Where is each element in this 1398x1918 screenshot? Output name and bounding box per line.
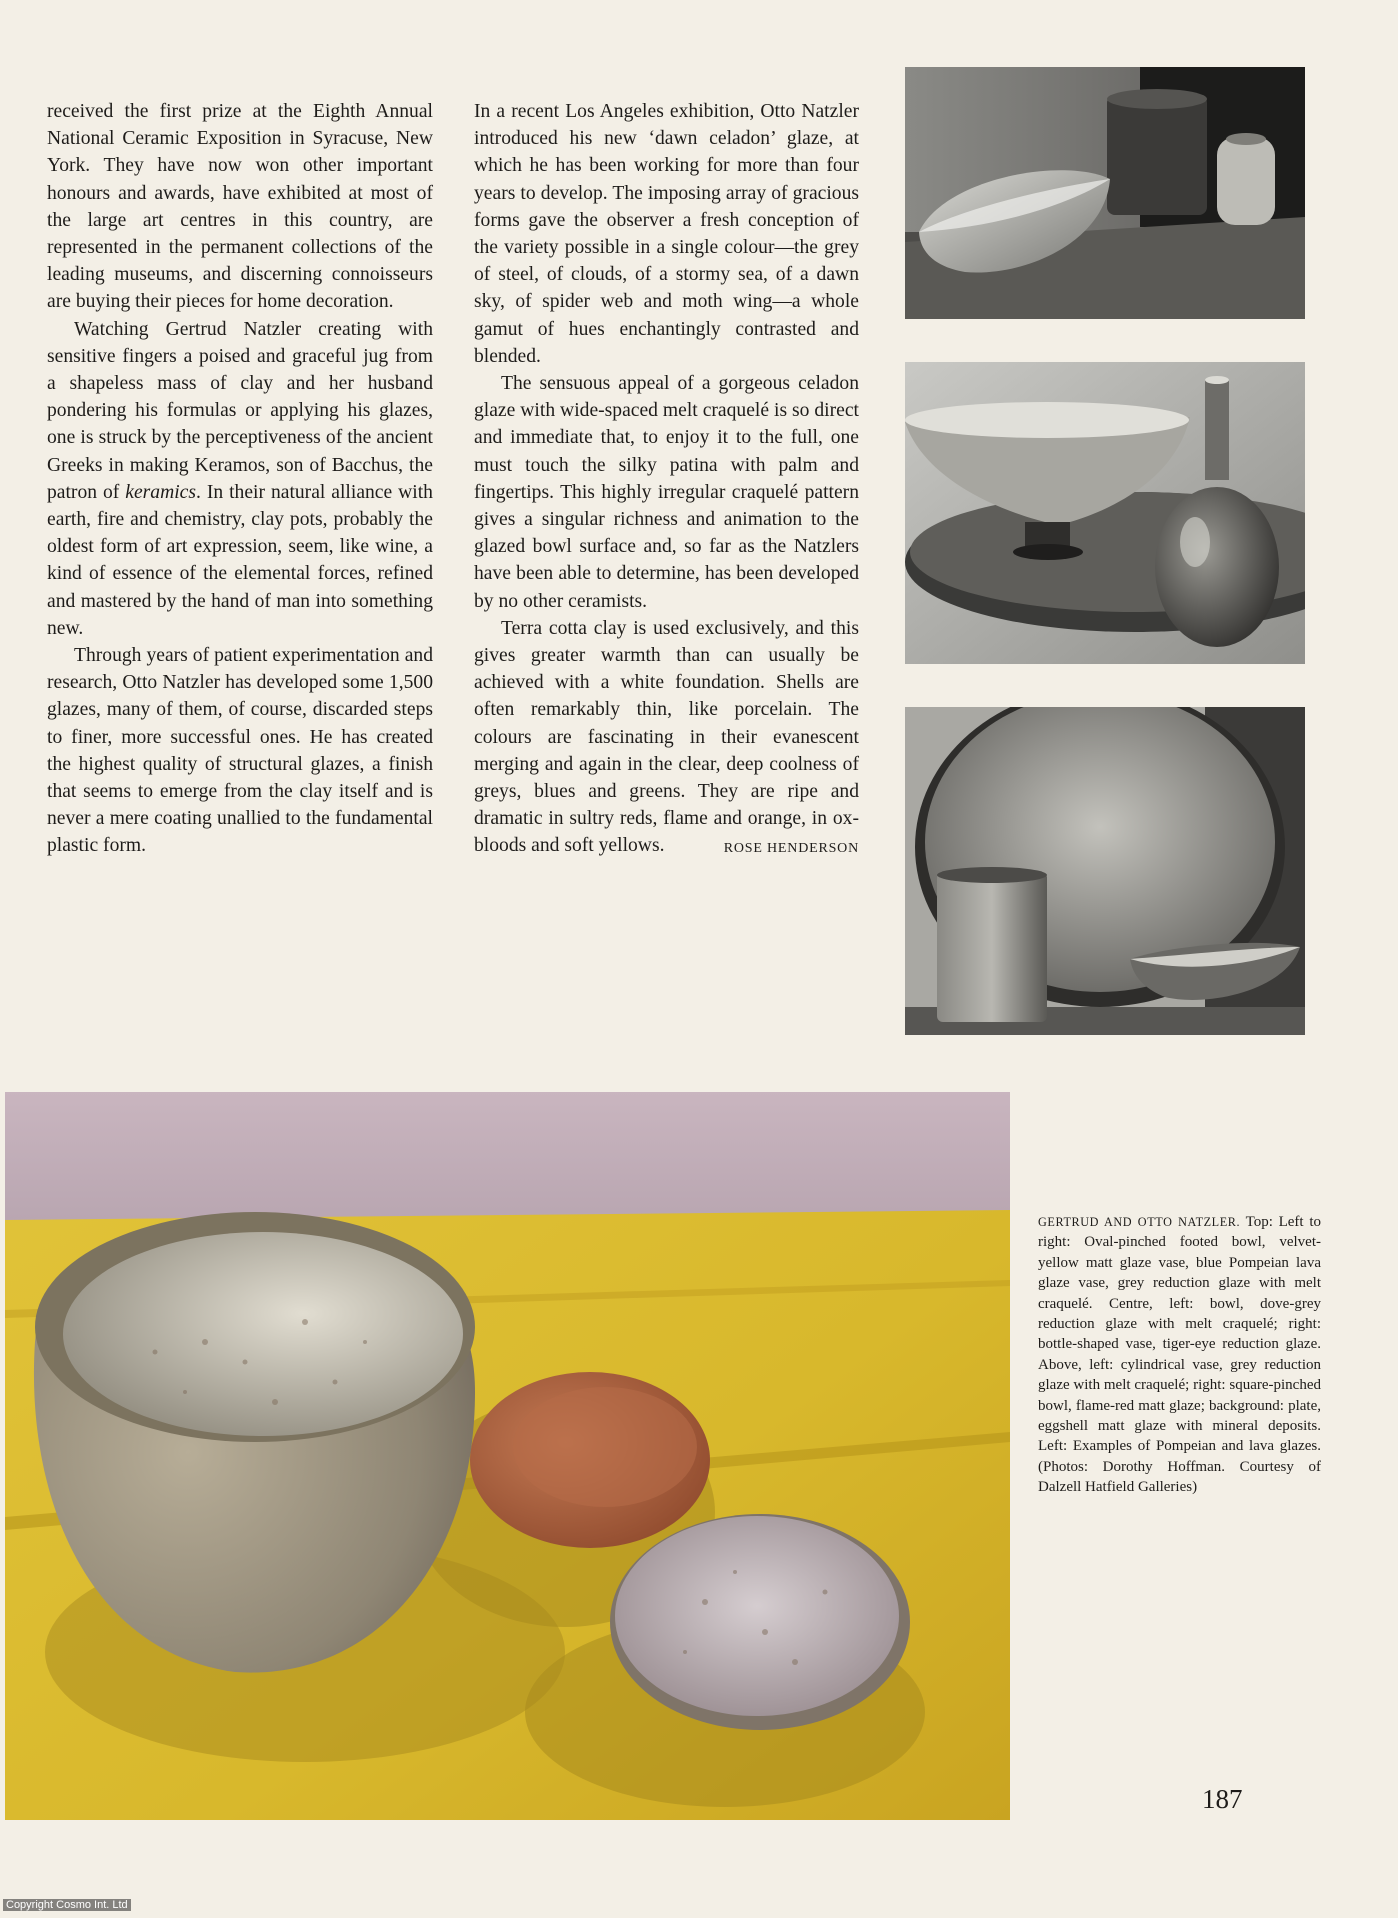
text-run: Watching Gertrud Natzler creating with sensitive fingers a poised and graceful jug from a shapeless mass of clay and her husband pondering his formulas or applying his glazes, one is struck by the perceptiveness of the ancient Greeks in making Keramos, son of Bacchus, the patron of bbox=[47, 318, 433, 503]
paragraph: received the first prize at the Eighth Annual National Ceramic Exposition in Syracuse, New York. They have now won other important honours and awards, have exhibited at most of the large art centres in this country, are represented in the permanent collections of the leading museums, and discerning connoisseurs are buying their pieces for home decoration. bbox=[47, 101, 433, 313]
photo-bowl-bottle-vase bbox=[905, 362, 1305, 664]
caption-lead: GERTRUD AND OTTO NATZLER. bbox=[1038, 1215, 1241, 1229]
photo-oval-bowl-vases bbox=[905, 67, 1305, 319]
italic-term: keramics bbox=[125, 481, 196, 503]
caption-body: Top: Left to right: Oval-pinched footed bowl, velvet-yellow matt glaze vase, blue Pompeian lava glaze vase, grey reduction glaze with melt craquelé. Centre, left: bowl, dove-grey reduction glaze with melt craquelé; right: bottle-shaped vase, tiger-eye reduction glaze. Above, left: cylindrical vase, grey reduction glaze with melt craquelé; right: square-pinched bowl, flame-red matt glaze; background: plate, eggshell matt glaze with mineral deposits. Left: Examples of Pompeian and lava glazes. (Photos: Dorothy Hoffman. Courtesy of Dalzell Hatfield Galleries) bbox=[1038, 1214, 1321, 1496]
copyright-watermark: Copyright Cosmo Int. Ltd bbox=[3, 1899, 131, 1911]
paragraph: Through years of patient experimentation and research, Otto Natzler has developed some 1,500 glazes, many of them, of course, discarded steps to finer, more successful ones. He has created the highest quality of structural glazes, a finish that seems to emerge from the clay itself and is never a mere coating unallied to the fundamental plastic form. bbox=[47, 645, 433, 857]
photo-color-pompeian-lava-glazes bbox=[5, 1092, 1010, 1820]
photo-plate-cylinder-bowl bbox=[905, 707, 1305, 1035]
page-number: 187 bbox=[1202, 1784, 1243, 1814]
paragraph: The sensuous appeal of a gorgeous celadon glaze with wide-spaced melt craquelé is so direct and immediate that, to enjoy it to the full, one must touch the silky patina with palm and fingertips. This highly irregular craquelé pattern gives a singular richness and animation to the glazed bowl surface and, so far as the Natzlers have been able to determine, has been developed by no other ceramists. bbox=[474, 373, 859, 612]
photo-caption bbox=[1038, 1212, 1321, 1498]
text-run: Terra cotta clay is used exclusively, and this gives greater warmth than can usually be achieved with a white foundation. Shells are often remarkably thin, like porcelain. The colours are fascinating in their evanescent merging and again in the clear, deep coolness of greys, blues and greens. They are ripe and dramatic in sultry reds, flame and orange, in ox-bloods and soft yellows. bbox=[474, 617, 859, 857]
text-run: . In their natural alliance with earth, fire and chemistry, clay pots, probably the oldest form of art expression, seem, like wine, a kind of essence of the elemental forces, refined and mastered by the hand of man into something new. bbox=[47, 481, 433, 639]
author-byline: ROSE HENDERSON bbox=[723, 841, 859, 857]
paragraph-last bbox=[474, 615, 859, 860]
article-column-1 bbox=[47, 98, 433, 860]
paragraph: In a recent Los Angeles exhibition, Otto Natzler introduced his new ‘dawn celadon’ glaze, at which he has been working for more than four years to develop. The imposing array of gracious forms gave the observer a fresh conception of the variety possible in a single colour—the grey of steel, of clouds, of a stormy sea, of a dawn sky, of spider web and moth wing—a whole gamut of hues enchantingly contrasted and blended. bbox=[474, 101, 859, 367]
paragraph-watching bbox=[47, 316, 433, 642]
article-column-2 bbox=[474, 98, 859, 863]
